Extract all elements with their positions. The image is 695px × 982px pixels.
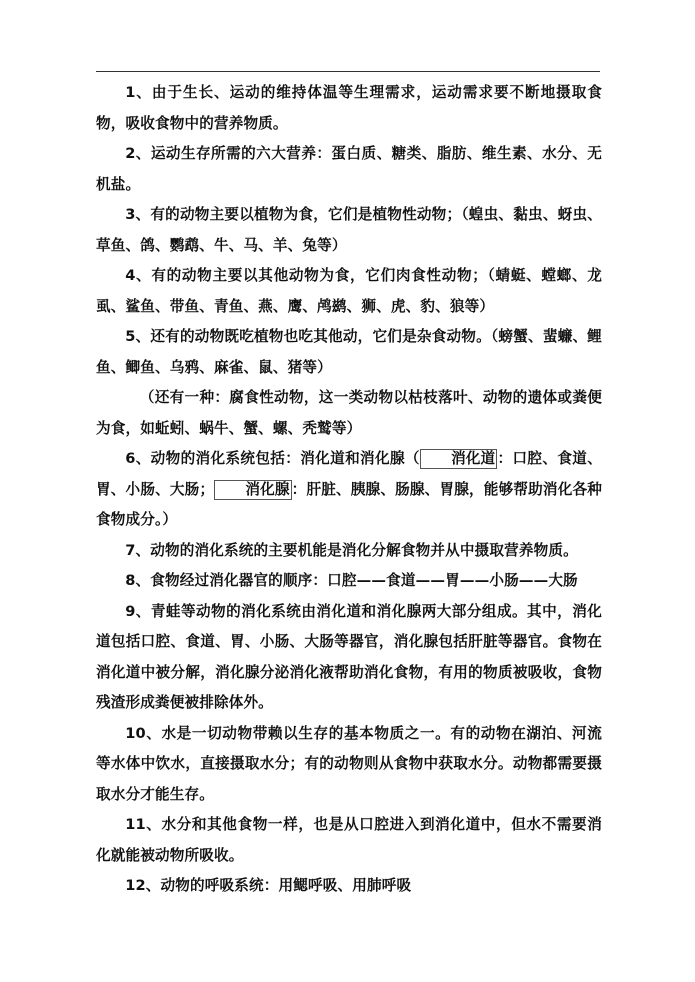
header-rule: [96, 71, 600, 72]
p6-mid: ：口腔、食道、胃、小肠、大肠；: [96, 450, 602, 498]
paragraph-8: 8、食物经过消化器官的顺序：口腔——食道——胃——小肠——大肠: [125, 572, 578, 589]
p6-lead: 6、动物的消化系统包括：消化道和消化腺（: [125, 450, 420, 467]
document-body: [96, 78, 602, 902]
paragraph-6: [96, 444, 602, 536]
paragraph-7: 7、动物的消化系统的主要机能是消化分解食物并从中摄取营养物质。: [125, 541, 578, 559]
paragraph-3: 3、有的动物主要以植物为食，它们是植物性动物；（蝗虫、黏虫、蚜虫、草鱼、鸽、鹦鹉、牛、马、羊、兔等）: [96, 206, 602, 254]
paragraph-5: 5、还有的动物既吃植物也吃其他动，它们是杂食动物。（螃蟹、蜚蠊、鲤鱼、鲫鱼、乌鸦、麻雀、鼠、猪等）: [96, 328, 602, 376]
paragraph-12: 12、动物的呼吸系统：用鳃呼吸、用肺呼吸: [125, 877, 412, 894]
paragraph-4: 4、有的动物主要以其他动物为食，它们肉食性动物；（蜻蜓、螳螂、龙虱、鲨鱼、带鱼、青鱼、燕、鹰、鸬鹚、狮、虎、豹、狼等）: [96, 267, 602, 315]
paragraph-10: 10、水是一切动物带赖以生存的基本物质之一。有的动物在湖泊、河流等水体中饮水，直接摄取水分；有的动物则从食物中获取水分。动物都需要摄取水分才能生存。: [96, 724, 602, 803]
paragraph-9: 9、青蛙等动物的消化系统由消化道和消化腺两大部分组成。其中，消化道包括口腔、食道、胃、小肠、大肠等器官，消化腺包括肝脏等器官。食物在消化道中被分解，消化腺分泌消化液帮助消化食物，有用的物质被吸收，食物残渣形成粪便被排除体外。: [96, 602, 602, 711]
p6-tail: ：肝脏、胰腺、肠腺、胃腺，能够帮助消化各种食物成分。）: [96, 480, 602, 528]
paragraph-11: 11、水分和其他食物一样，也是从口腔进入到消化道中，但水不需要消化就能被动物所吸收。: [96, 816, 602, 864]
paragraph-1: 1、由于生长、运动的维持体温等生理需求，运动需求要不断地摄取食物，吸收食物中的营养物质。: [96, 84, 602, 132]
paragraph-5-note: （还有一种：腐食性动物，这一类动物以枯枝落叶、动物的遗体或粪便为食，如蚯蚓、蜗牛、蟹、螺、秃鹫等）: [96, 389, 602, 437]
boxed-term-digestive-tract: 消化道: [420, 449, 497, 469]
paragraph-2: 2、运动生存所需的六大营养：蛋白质、糖类、脂肪、维生素、水分、无机盐。: [96, 145, 602, 193]
boxed-term-digestive-gland: 消化腺: [214, 480, 291, 500]
